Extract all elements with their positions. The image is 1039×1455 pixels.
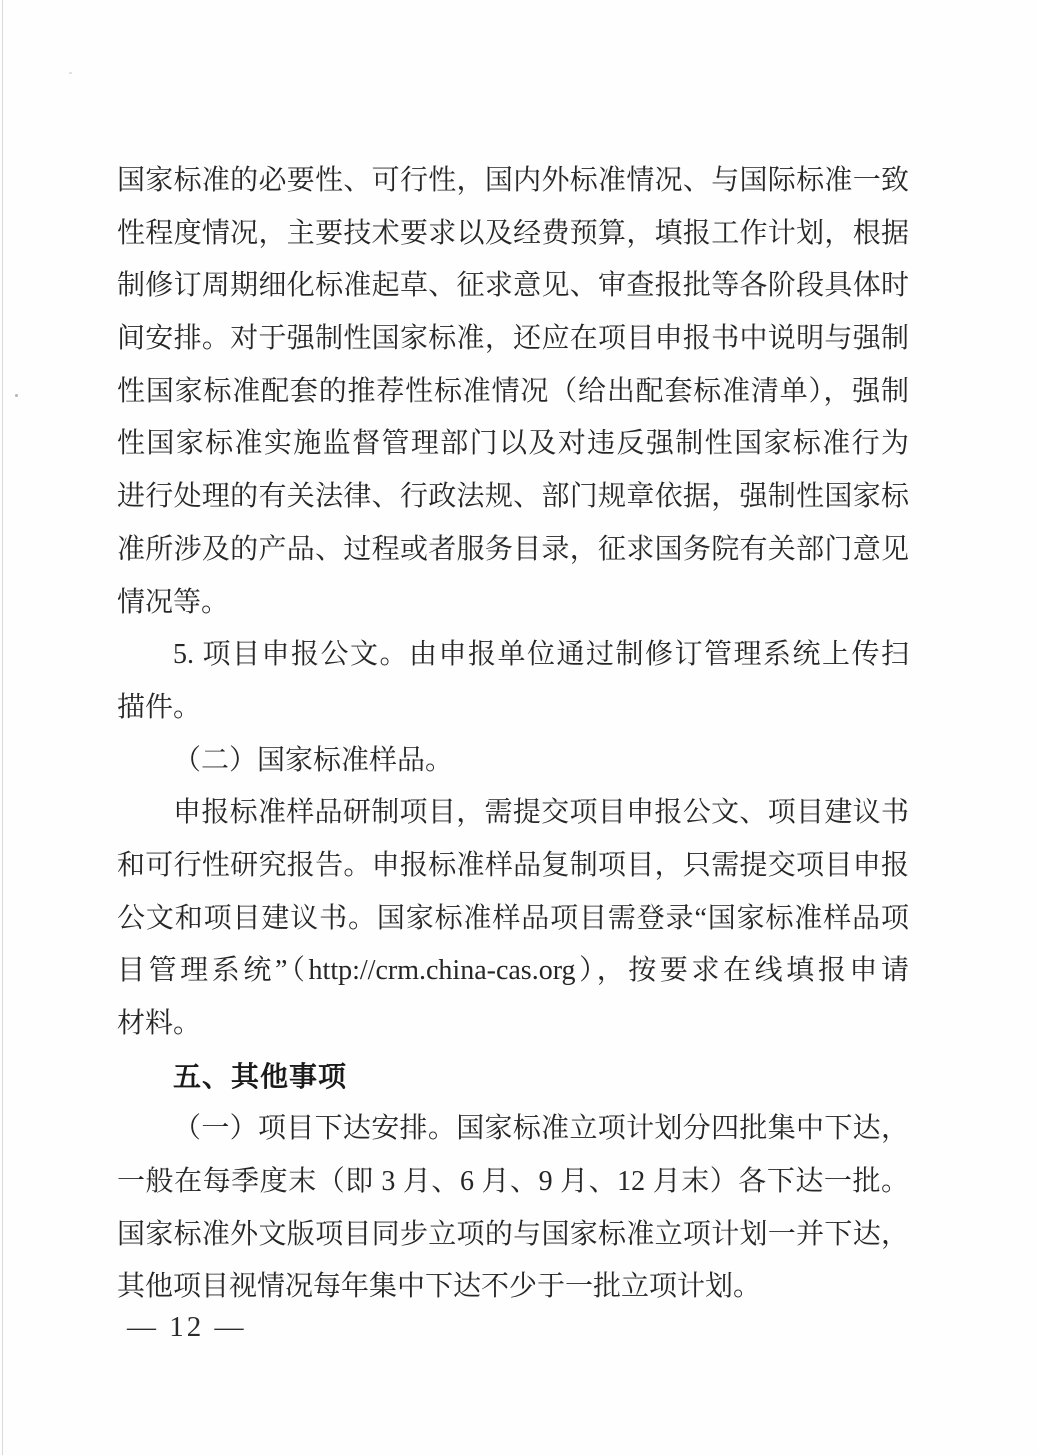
text-line: 目管理系统”（http://crm.china-cas.org），按要求在线填报申请 — [117, 955, 909, 987]
text-line: 情况等。 — [117, 586, 230, 618]
text-line: 申报标准样品研制项目，需提交项目申报公文、项目建议书 — [173, 797, 909, 829]
text-line: 间安排。对于强制性国家标准，还应在项目申报书中说明与强制 — [117, 323, 909, 355]
paragraph — [117, 629, 909, 734]
paragraph — [117, 1051, 909, 1104]
text-line: 准所涉及的产品、过程或者服务目录，征求国务院有关部门意见 — [117, 533, 909, 565]
text-line: 性国家标准配套的推荐性标准情况（给出配套标准清单），强制 — [117, 375, 909, 407]
paragraph — [117, 1103, 909, 1314]
text-line: （一）项目下达安排。国家标准立项计划分四批集中下达， — [173, 1113, 909, 1145]
scan-speck — [15, 394, 18, 397]
text-line: 公文和项目建议书。国家标准样品项目需登录“国家标准样品项 — [117, 902, 909, 934]
paragraph — [117, 155, 909, 629]
scan-edge-line — [2, 0, 3, 1455]
text-line: 进行处理的有关法律、行政法规、部门规章依据，强制性国家标 — [117, 481, 909, 513]
paragraph — [117, 787, 909, 1050]
text-line: 性程度情况，主要技术要求以及经费预算，填报工作计划，根据 — [117, 217, 909, 249]
page-number: — 12 — — [127, 1311, 247, 1343]
text-line: 国家标准外文版项目同步立项的与国家标准立项计划一并下达， — [117, 1218, 909, 1250]
text-line: 性国家标准实施监督管理部门以及对违反强制性国家标准行为 — [117, 428, 909, 460]
document-body — [117, 155, 909, 1314]
text-line: 描件。 — [117, 691, 202, 723]
text-line: 制修订周期细化标准起草、征求意见、审查报批等各阶段具体时 — [117, 270, 909, 302]
text-line: 材料。 — [117, 1008, 202, 1039]
text-line: 一般在每季度末（即 3 月、6 月、9 月、12 月末）各下达一批。 — [117, 1166, 909, 1198]
text-line: 其他项目视情况每年集中下达不少于一批立项计划。 — [117, 1271, 762, 1303]
subsection-heading: （二）国家标准样品。 — [173, 744, 454, 776]
text-line: 和可行性研究报告。申报标准样品复制项目，只需提交项目申报 — [117, 849, 909, 881]
paragraph — [117, 735, 909, 788]
text-line: 5. 项目申报公文。由申报单位通过制修订管理系统上传扫 — [173, 639, 909, 671]
scan-speck — [69, 72, 72, 74]
text-line: 国家标准的必要性、可行性，国内外标准情况、与国际标准一致 — [117, 165, 909, 196]
section-heading: 五、其他事项 — [173, 1060, 348, 1092]
